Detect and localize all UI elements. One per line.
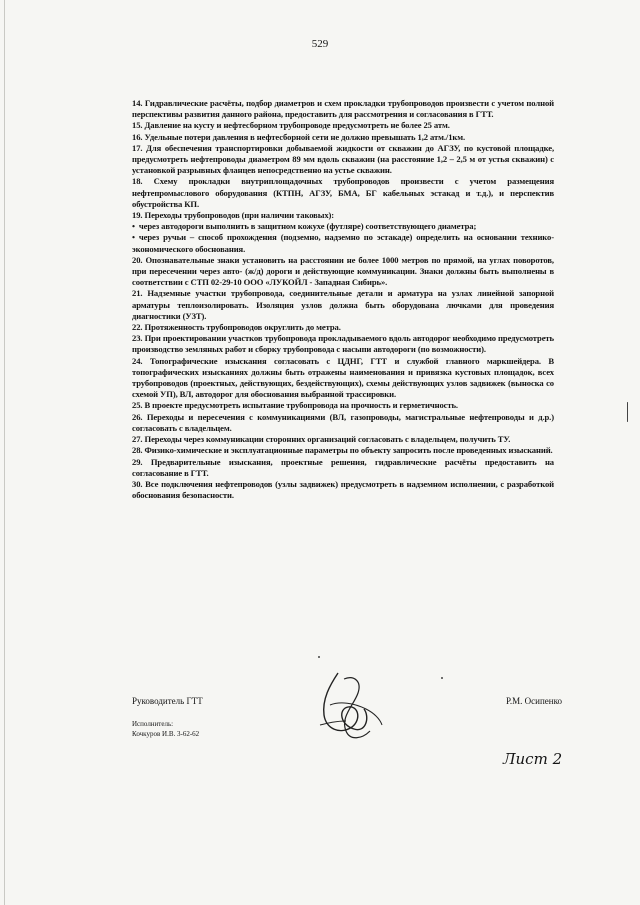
bullet-streams: • через ручьи – способ прохождения (подземно, надземно по эстакаде) определить на основании технико-экономического обоснования. (132, 232, 554, 254)
item-28: 28. Физико-химические и эксплуатационные параметры по объекту запросить после проведенных изысканий. (132, 445, 553, 456)
item-22: 22. Протяженность трубопроводов округлить до метра. (132, 322, 341, 333)
handwritten-signature (300, 665, 410, 745)
scan-speck (627, 402, 628, 422)
item-25: 25. В проекте предусмотреть испытание трубопровода на прочность и герметичность. (132, 400, 458, 411)
item-21: 21. Надземные участки трубопровода, соединительные детали и арматура на узлах линейной запорной арматуры теплоизолировать. Изоляция узлов должна быть оборудована лючками для проведения диагностики (УЗТ). (132, 288, 554, 321)
scan-edge (4, 0, 5, 905)
scan-speck (318, 656, 320, 658)
item-29: 29. Предварительные изыскания, проектные решения, гидравлические расчёты предоставить на согласование в ГТТ. (132, 456, 554, 478)
bullet-roads: • через автодороги выполнить в защитном кожухе (футляре) соответствующего диаметра; (132, 221, 554, 232)
item-19: 19. Переходы трубопроводов (при наличии таковых): (132, 210, 335, 221)
item-27: 27. Переходы через коммуникации сторонних организаций согласовать с владельцем, получить ТУ. (132, 434, 511, 445)
item-26: 26. Переходы и пересечения с коммуникациями (ВЛ, газопроводы, магистральные нефтепроводы и д.р.) согласовать с владельцем. (132, 411, 554, 433)
item-20: 20. Опознавательные знаки установить на расстоянии не более 1000 метров по прямой, на углах поворотов, при пересечении через авто- (ж/д) дороги и действующие коммуникации. Знаки должны быть выполнены в соответствии с СТП 02-29-10 ООО «ЛУКОЙЛ - Западная Сибирь». (132, 254, 554, 288)
executor-name: Кочкуров И.В. 3-62-62 (132, 730, 200, 738)
scan-speck (441, 677, 443, 679)
item-23: 23. При проектировании участков трубопровода прокладываемого вдоль автодорог необходимо предусмотреть производство земляных работ и сборку трубопровода с насыпи автодороги (по возможности). (132, 333, 554, 355)
item-24: 24. Топографические изыскания согласовать с ЦДНГ, ГТТ и службой главного маркшейдера. В топографических изысканиях должны быть отражены наименования и привязка кустовых площадок, всех трубопроводов (проектных, действующих, бездействующих), схемы действующих узлов задвижек (выноска со схемой УП), ВЛ, автодорог для обоснования выбранной трассировки. (132, 355, 554, 400)
sheet-mark: Лист 2 (503, 750, 563, 768)
item-18: 18. Схему прокладки внутриплощадочных трубопроводов произвести с учетом размещения нефтепромыслового оборудования (КТПН, АГЗУ, БМА, БГ кабельных эстакад и т.д.), и перспектив обустройства КП. (132, 176, 554, 209)
item-14: 14. Гидравлические расчёты, подбор диаметров и схем прокладки трубопроводов произвести с учетом полной перспективы развития данного района, предоставить для рассмотрения и согласования в ГТТ. (132, 98, 554, 120)
executor-label: Исполнитель: (132, 720, 174, 728)
signer-title: Руководитель ГТТ (132, 696, 203, 706)
item-30: 30. Все подключения нефтепроводов (узлы задвижек) предусмотреть в надземном исполнении, с разработкой обоснования безопасности. (132, 478, 554, 501)
page-number: 529 (311, 38, 329, 50)
executor-block (132, 719, 199, 739)
signer-name: Р.М. Осипенко (506, 696, 562, 706)
item-15: 15. Давление на кусту и нефтесборном трубопроводе предусмотреть не более 25 атм. (132, 120, 450, 131)
requirements-list (132, 98, 554, 501)
item-17: 17. Для обеспечения транспортировки добываемой жидкости от скважин до АГЗУ, по кустовой площадке, предусмотреть нефтепроводы диаметром 89 мм вдоль скважин (на расстояние 1,2 – 2,5 м от устья скважин) с установкой разрывных фланцев непосредственно на устье скважин. (132, 142, 554, 176)
item-16: 16. Удельные потери давления в нефтесборной сети не должно превышать 1,2 атм./1км. (132, 131, 466, 142)
